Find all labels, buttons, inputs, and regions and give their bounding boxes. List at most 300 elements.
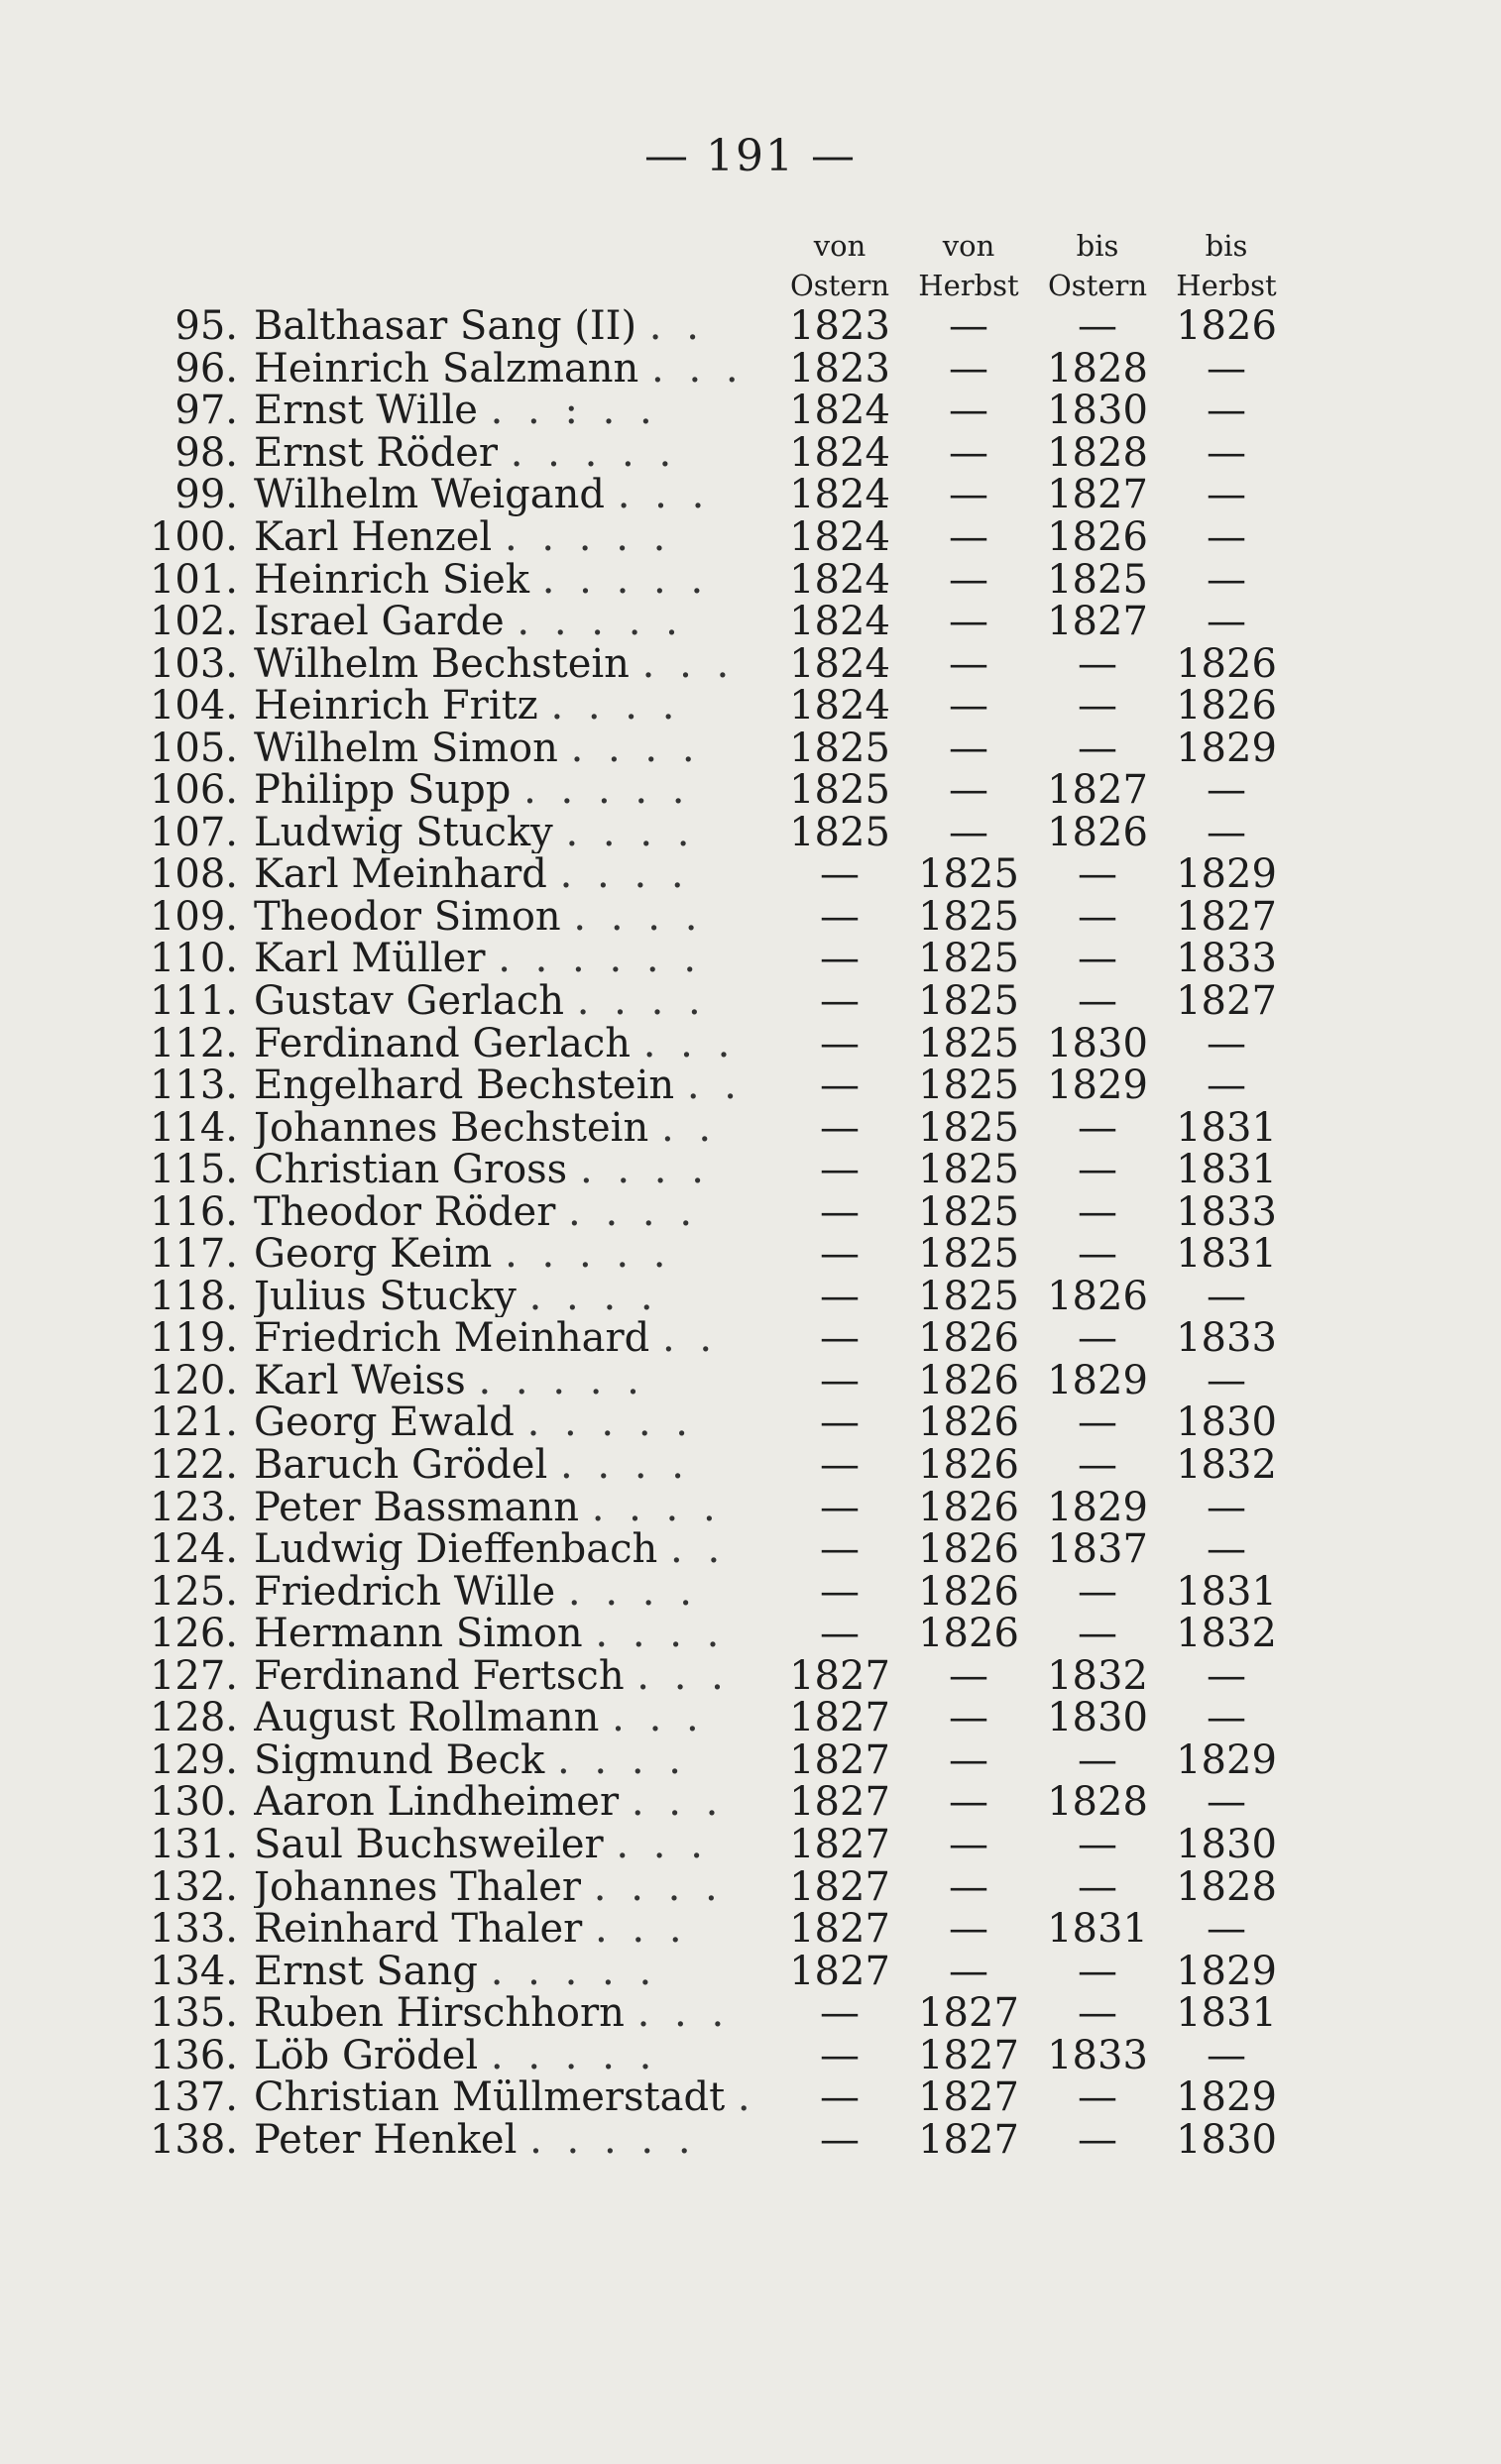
leader-dots: . [737, 2075, 756, 2119]
entry-name: Heinrich Siek [254, 558, 530, 601]
von-ostern-value: 1824 [789, 388, 890, 434]
entry-name: Heinrich Salzmann [254, 347, 639, 391]
leader-dots: . . . . [570, 727, 701, 770]
entry-name-cell [254, 516, 775, 559]
bis-herbst-value: 1829 [1176, 725, 1277, 771]
von-herbst-value: 1827 [918, 1990, 1019, 2037]
bis-ostern-value: — [1078, 1863, 1117, 1910]
von-ostern-value: — [820, 936, 860, 982]
leader-dots: . . . . [528, 1275, 659, 1318]
von-ostern-value: 1827 [789, 1652, 890, 1699]
table-row [129, 812, 1291, 854]
bis-herbst-value: 1827 [1176, 978, 1277, 1025]
bis-ostern-value: 1832 [1047, 1652, 1148, 1699]
entry-name-cell [254, 1528, 775, 1571]
bis-herbst-value: — [1207, 556, 1246, 603]
von-herbst-value: — [949, 1948, 988, 1994]
von-ostern-value: — [820, 1104, 860, 1151]
leader-dots: . . . . . [523, 769, 691, 812]
von-ostern-value: 1824 [789, 514, 890, 560]
bis-herbst-value: — [1207, 2032, 1246, 2078]
von-herbst-value: 1827 [918, 2074, 1019, 2121]
table-row [129, 1570, 1291, 1613]
bis-ostern-value: 1828 [1047, 429, 1148, 476]
entry-name: Reinhard Thaler [254, 1907, 583, 1951]
von-herbst-value: 1826 [918, 1568, 1019, 1615]
entry-name: Karl Meinhard [254, 853, 547, 896]
bis-herbst-value: 1831 [1176, 1568, 1277, 1615]
leader-dots: . . . . . . [498, 938, 703, 980]
table-row [129, 642, 1291, 685]
entry-name: Peter Bassmann [254, 1486, 579, 1528]
header-bis-ostern [1033, 206, 1162, 305]
entry-name-cell [254, 938, 775, 980]
entry-name: Friedrich Wille [254, 1570, 556, 1613]
entry-number: 127. [149, 1652, 238, 1699]
entry-name-cell [254, 1613, 775, 1655]
leader-dots: . . [686, 1064, 744, 1107]
bis-herbst-value: — [1207, 1526, 1246, 1573]
von-ostern-value: 1825 [789, 809, 890, 855]
table-row [129, 2034, 1291, 2076]
bis-herbst-value: 1832 [1176, 1442, 1277, 1489]
bis-ostern-value: 1837 [1047, 1526, 1148, 1573]
von-herbst-value: 1825 [918, 1273, 1019, 1319]
bis-herbst-value: 1831 [1176, 1147, 1277, 1193]
von-ostern-value: 1827 [789, 1821, 890, 1867]
von-ostern-value: 1827 [789, 1695, 890, 1741]
table-row [129, 1444, 1291, 1487]
table-row [129, 727, 1291, 769]
entry-name: Engelhard Bechstein [254, 1064, 675, 1107]
von-ostern-value: 1825 [789, 767, 890, 814]
table-row [129, 601, 1291, 643]
von-herbst-value: — [949, 725, 988, 771]
table-row [129, 938, 1291, 980]
leader-dots: . . . [612, 1697, 705, 1739]
bis-ostern-value: — [1078, 640, 1117, 687]
entry-name-cell [254, 812, 775, 854]
entry-name-cell [254, 1697, 775, 1739]
entry-number: 124. [149, 1526, 238, 1573]
bis-ostern-value: — [1078, 851, 1117, 898]
von-herbst-value: 1827 [918, 2116, 1019, 2163]
leader-dots: . . . . [579, 1148, 710, 1191]
entry-number: 132. [149, 1863, 238, 1910]
bis-ostern-value: — [1078, 1147, 1117, 1193]
bis-herbst-value: — [1207, 809, 1246, 855]
header-bis-herbst [1162, 206, 1291, 305]
von-ostern-value: 1825 [789, 725, 890, 771]
entry-number: 122. [149, 1442, 238, 1489]
bis-herbst-value: — [1207, 1695, 1246, 1741]
von-herbst-value: — [949, 388, 988, 434]
entry-number: 111. [149, 978, 238, 1025]
von-ostern-value: — [820, 1526, 860, 1573]
bis-ostern-value: — [1078, 1231, 1117, 1278]
entry-name: Wilhelm Weigand [254, 474, 606, 516]
bis-ostern-value: 1829 [1047, 1063, 1148, 1109]
entry-name: Baruch Grödel [254, 1443, 548, 1487]
bis-ostern-value: 1828 [1047, 345, 1148, 392]
von-ostern-value: 1824 [789, 640, 890, 687]
entry-name-cell [254, 432, 775, 475]
entry-name: Christian Müllmerstadt [254, 2075, 726, 2119]
von-ostern-value: — [820, 2116, 860, 2163]
von-herbst-value: 1825 [918, 936, 1019, 982]
entry-number: 105. [149, 725, 238, 771]
von-ostern-value: 1824 [789, 556, 890, 603]
leader-dots: . . : . . [490, 390, 658, 432]
entry-name: Balthasar Sang (II) [254, 305, 637, 348]
von-herbst-value: — [949, 345, 988, 392]
von-herbst-value: — [949, 303, 988, 350]
von-ostern-value: — [820, 893, 860, 940]
entry-name: Löb Grödel [254, 2034, 479, 2076]
von-ostern-value: — [820, 1568, 860, 1615]
entry-number: 106. [149, 767, 238, 814]
entry-name: Philipp Supp [254, 769, 512, 812]
von-ostern-value: 1827 [789, 1736, 890, 1783]
entry-name: Israel Garde [254, 600, 505, 643]
bis-ostern-value: — [1078, 1400, 1117, 1446]
von-herbst-value: — [949, 429, 988, 476]
entry-name-cell [254, 601, 775, 643]
bis-ostern-value: — [1078, 1188, 1117, 1235]
entry-name: Julius Stucky [254, 1275, 517, 1318]
header-label: von [942, 229, 995, 263]
von-ostern-value: — [820, 1063, 860, 1109]
bis-herbst-value: 1833 [1176, 1315, 1277, 1362]
von-ostern-value: — [820, 1400, 860, 1446]
entry-name: Johannes Bechstein [254, 1106, 649, 1149]
bis-ostern-value: — [1078, 1315, 1117, 1362]
von-ostern-value: 1824 [789, 683, 890, 729]
bis-ostern-value: 1827 [1047, 767, 1148, 814]
leader-dots: . . . [636, 1991, 731, 2035]
entry-number: 130. [149, 1779, 238, 1826]
entry-name-cell [254, 558, 775, 601]
bis-ostern-value: — [1078, 936, 1117, 982]
von-herbst-value: — [949, 1652, 988, 1699]
von-herbst-value: 1825 [918, 851, 1019, 898]
entry-number: 97. [174, 388, 238, 434]
leader-dots: . . . [595, 1907, 688, 1951]
von-ostern-value: 1824 [789, 599, 890, 645]
bis-ostern-value: 1829 [1047, 1484, 1148, 1530]
entry-number: 128. [149, 1695, 238, 1741]
entry-name-cell [254, 2034, 775, 2076]
leader-dots: . . . . . [478, 1359, 645, 1402]
table-row [129, 1992, 1291, 2035]
leader-dots: . . . [651, 347, 745, 391]
entry-name: Wilhelm Simon [254, 727, 558, 770]
bis-herbst-value: 1830 [1176, 1821, 1277, 1867]
von-ostern-value: 1827 [789, 1948, 890, 1994]
von-ostern-value: — [820, 1357, 860, 1403]
table-row [129, 390, 1291, 432]
header-label: bis [1205, 229, 1248, 263]
von-ostern-value: — [820, 978, 860, 1025]
entry-name: Karl Henzel [254, 515, 493, 559]
table-row [129, 1276, 1291, 1318]
table-row [129, 2076, 1291, 2119]
entry-number: 108. [149, 851, 238, 898]
leader-dots: . . . . . [510, 431, 678, 475]
entry-name-cell [254, 727, 775, 769]
entry-name: Karl Weiss [254, 1359, 466, 1402]
table-row [129, 1022, 1291, 1064]
bis-herbst-value: 1829 [1176, 851, 1277, 898]
bis-ostern-value: 1827 [1047, 472, 1148, 518]
entry-name: Ernst Röder [254, 431, 498, 475]
table-row [129, 1739, 1291, 1782]
leader-dots: . . . . . [490, 1950, 658, 1992]
entry-name-cell [254, 1781, 775, 1824]
entry-name: Peter Henkel [254, 2118, 518, 2162]
entry-name-cell [254, 1444, 775, 1487]
bis-herbst-value: 1828 [1176, 1863, 1277, 1910]
bis-herbst-value: — [1207, 514, 1246, 560]
von-herbst-value: 1826 [918, 1357, 1019, 1403]
table-row [129, 432, 1291, 475]
leader-dots: . . . . . [490, 2034, 658, 2076]
table-row [129, 348, 1291, 391]
bis-herbst-value: — [1207, 1063, 1246, 1109]
entry-name: Friedrich Meinhard [254, 1317, 650, 1360]
bis-herbst-value: — [1207, 1020, 1246, 1066]
von-ostern-value: 1827 [789, 1906, 890, 1953]
table-row [129, 1528, 1291, 1571]
leader-dots: . . . [636, 1654, 730, 1698]
bis-herbst-value: 1831 [1176, 1104, 1277, 1151]
entry-name-cell [254, 1064, 775, 1107]
header-name [254, 206, 775, 305]
entry-name: Sigmund Beck [254, 1738, 545, 1782]
entry-number: 110. [149, 936, 238, 982]
entry-name-cell [254, 1233, 775, 1276]
von-herbst-value: 1825 [918, 1231, 1019, 1278]
entry-name-cell [254, 1190, 775, 1233]
von-ostern-value: 1823 [789, 345, 890, 392]
page-number: — 191 — [644, 131, 857, 181]
bis-ostern-value: — [1078, 2116, 1117, 2163]
table-row [129, 1106, 1291, 1149]
bis-herbst-value: 1826 [1176, 683, 1277, 729]
von-ostern-value: — [820, 1147, 860, 1193]
entry-number: 98. [174, 429, 238, 476]
leader-dots: . . . . [565, 811, 696, 854]
leader-dots: . . . . [591, 1486, 722, 1528]
bis-ostern-value: — [1078, 1948, 1117, 1994]
entry-number: 121. [149, 1400, 238, 1446]
bis-herbst-value: 1826 [1176, 303, 1277, 350]
entry-name: Theodor Simon [254, 895, 561, 939]
table-row [129, 1149, 1291, 1191]
von-herbst-value: — [949, 1695, 988, 1741]
bis-herbst-value: 1829 [1176, 1736, 1277, 1783]
entry-name: Ernst Wille [254, 390, 478, 432]
entry-number: 137. [149, 2074, 238, 2121]
bis-ostern-value: — [1078, 1568, 1117, 1615]
bis-herbst-value: — [1207, 429, 1246, 476]
bis-herbst-value: 1830 [1176, 2116, 1277, 2163]
entry-name-cell [254, 896, 775, 939]
entry-number: 129. [149, 1736, 238, 1783]
table-row [129, 474, 1291, 516]
bis-herbst-value: — [1207, 472, 1246, 518]
von-herbst-value: 1826 [918, 1611, 1019, 1657]
entry-name: Ludwig Dieffenbach [254, 1527, 658, 1571]
bis-herbst-value: 1827 [1176, 893, 1277, 940]
bis-ostern-value: — [1078, 1821, 1117, 1867]
entry-name-cell [254, 1486, 775, 1528]
table-header [129, 206, 1291, 305]
table-row [129, 1401, 1291, 1444]
bis-ostern-value: 1827 [1047, 599, 1148, 645]
entry-name-cell [254, 1401, 775, 1444]
table-row [129, 2119, 1291, 2162]
leader-dots: . . . . . [504, 515, 672, 559]
entry-name: Ludwig Stucky [254, 811, 553, 854]
entry-name: Georg Keim [254, 1233, 493, 1276]
leader-dots: . . . . [567, 1570, 698, 1613]
entry-name-cell [254, 853, 775, 896]
bis-ostern-value: 1830 [1047, 1695, 1148, 1741]
entry-name: Gustav Gerlach [254, 979, 565, 1023]
entry-number: 138. [149, 2116, 238, 2163]
bis-herbst-value: — [1207, 1357, 1246, 1403]
leader-dots: . . . . [568, 1190, 699, 1234]
bis-ostern-value: — [1078, 893, 1117, 940]
bis-ostern-value: 1826 [1047, 1273, 1148, 1319]
entry-name-cell [254, 2119, 775, 2162]
leader-dots: . . . . [559, 1443, 690, 1487]
von-ostern-value: — [820, 1188, 860, 1235]
entry-name-cell [254, 1655, 775, 1698]
von-herbst-value: 1827 [918, 2032, 1019, 2078]
von-ostern-value: 1827 [789, 1863, 890, 1910]
entry-number: 104. [149, 683, 238, 729]
leader-dots: . . . [616, 1823, 709, 1866]
table-body [129, 305, 1291, 2161]
entry-name-cell [254, 1106, 775, 1149]
table-row [129, 1317, 1291, 1360]
header-label: bis [1076, 229, 1119, 263]
von-herbst-value: 1825 [918, 893, 1019, 940]
von-herbst-value: 1826 [918, 1400, 1019, 1446]
von-herbst-value: 1825 [918, 1063, 1019, 1109]
von-herbst-value: — [949, 1906, 988, 1953]
entry-number: 115. [149, 1147, 238, 1193]
entry-name-cell [254, 1149, 775, 1191]
von-herbst-value: — [949, 809, 988, 855]
leader-dots: . . . . [550, 684, 681, 728]
entry-number: 113. [149, 1063, 238, 1109]
entry-name: Ferdinand Fertsch [254, 1654, 625, 1698]
entry-number: 133. [149, 1906, 238, 1953]
von-herbst-value: — [949, 472, 988, 518]
von-ostern-value: — [820, 1315, 860, 1362]
entry-number: 96. [174, 345, 238, 392]
header-label: Herbst [1176, 269, 1277, 302]
von-herbst-value: — [949, 640, 988, 687]
roster-table [129, 206, 1291, 2161]
entry-name: Johannes Thaler [254, 1865, 582, 1908]
entry-number: 117. [149, 1231, 238, 1278]
entry-number: 100. [149, 514, 238, 560]
bis-ostern-value: 1831 [1047, 1906, 1148, 1953]
bis-ostern-value: — [1078, 2074, 1117, 2121]
header-label: Ostern [1047, 269, 1147, 302]
von-herbst-value: — [949, 599, 988, 645]
bis-ostern-value: 1826 [1047, 514, 1148, 560]
entry-number: 116. [149, 1188, 238, 1235]
entry-name: Georg Ewald [254, 1401, 515, 1444]
entry-name-cell [254, 305, 775, 348]
entry-number: 114. [149, 1104, 238, 1151]
entry-name: August Rollmann [254, 1697, 600, 1739]
entry-name-cell [254, 1317, 775, 1360]
entry-name-cell [254, 1824, 775, 1866]
entry-name-cell [254, 1865, 775, 1908]
leader-dots: . . . [642, 1022, 737, 1064]
bis-ostern-value: 1825 [1047, 556, 1148, 603]
entry-name-cell [254, 1739, 775, 1782]
bis-herbst-value: — [1207, 1779, 1246, 1826]
header-label: Ostern [789, 269, 889, 302]
von-herbst-value: 1825 [918, 978, 1019, 1025]
bis-herbst-value: 1833 [1176, 1188, 1277, 1235]
von-herbst-value: 1825 [918, 1104, 1019, 1151]
von-ostern-value: — [820, 1020, 860, 1066]
bis-herbst-value: — [1207, 388, 1246, 434]
entry-number: 125. [149, 1568, 238, 1615]
entry-name-cell [254, 2076, 775, 2119]
entry-number: 131. [149, 1821, 238, 1867]
table-row [129, 1908, 1291, 1951]
entry-number: 135. [149, 1990, 238, 2037]
bis-herbst-value: 1831 [1176, 1990, 1277, 2037]
von-herbst-value: — [949, 1779, 988, 1826]
von-ostern-value: 1824 [789, 472, 890, 518]
bis-herbst-value: — [1207, 1484, 1246, 1530]
bis-herbst-value: 1829 [1176, 1948, 1277, 1994]
bis-ostern-value: — [1078, 1736, 1117, 1783]
von-ostern-value: — [820, 1484, 860, 1530]
von-ostern-value: 1823 [789, 303, 890, 350]
table-row [129, 1824, 1291, 1866]
von-ostern-value: — [820, 1273, 860, 1319]
entry-number: 103. [149, 640, 238, 687]
von-herbst-value: — [949, 1736, 988, 1783]
entry-name: Ferdinand Gerlach [254, 1022, 631, 1064]
von-herbst-value: — [949, 1863, 988, 1910]
bis-herbst-value: — [1207, 767, 1246, 814]
table-row [129, 1190, 1291, 1233]
bis-herbst-value: 1833 [1176, 936, 1277, 982]
entry-name: Aaron Lindheimer [254, 1781, 620, 1824]
leader-dots: . . [660, 1106, 718, 1149]
bis-ostern-value: — [1078, 1442, 1117, 1489]
von-herbst-value: 1825 [918, 1147, 1019, 1193]
entry-number: 99. [174, 472, 238, 518]
entry-name: Heinrich Fritz [254, 684, 538, 728]
entry-number: 101. [149, 556, 238, 603]
leader-dots: . . . . . [529, 2118, 697, 2162]
bis-ostern-value: 1826 [1047, 809, 1148, 855]
entry-name-cell [254, 685, 775, 728]
